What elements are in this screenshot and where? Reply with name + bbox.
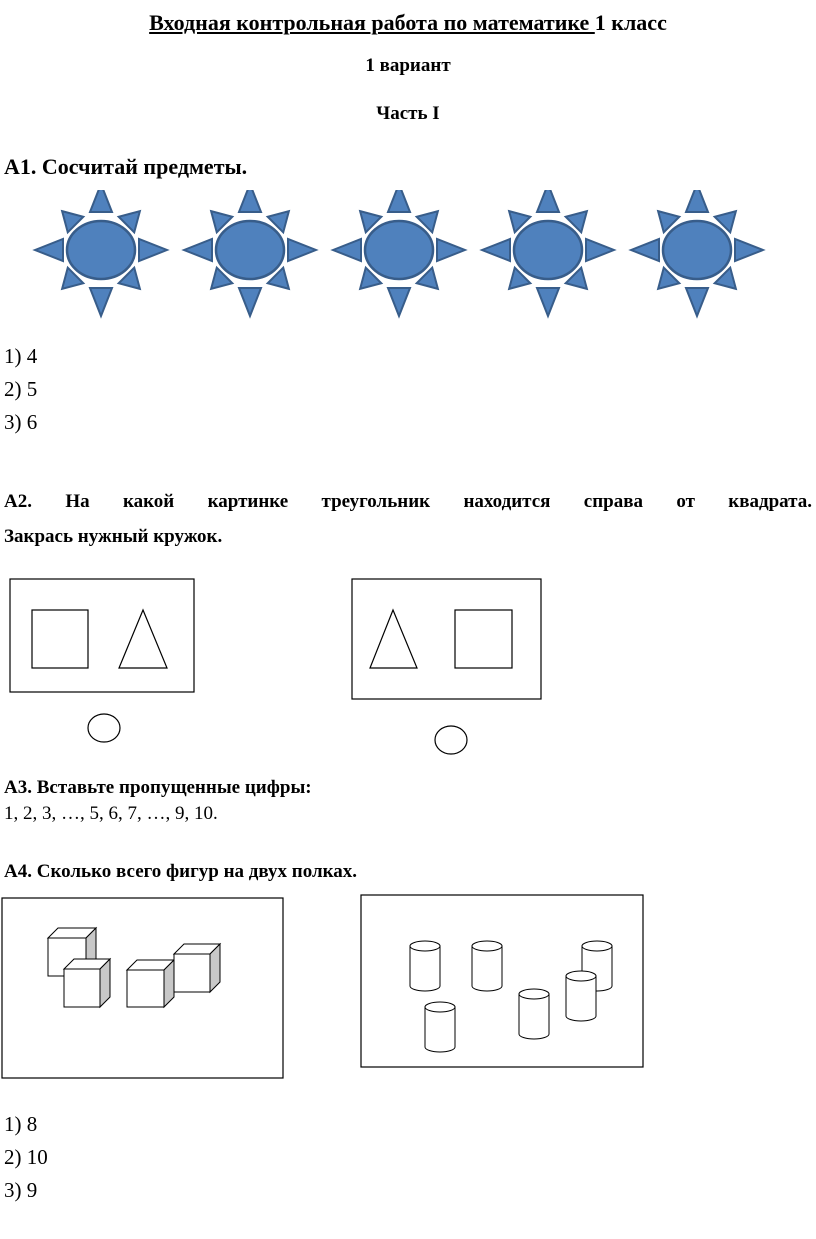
answer-circle-right[interactable] <box>435 726 467 754</box>
sun-ray <box>537 288 559 316</box>
a4-option-3: 3) 9 <box>4 1178 38 1202</box>
sun-disc <box>216 221 284 279</box>
sun-ray <box>631 239 659 261</box>
sun-disc <box>365 221 433 279</box>
sun-ray <box>239 288 261 316</box>
sun-ray <box>437 239 465 261</box>
a4-option-2: 2) 10 <box>4 1145 48 1169</box>
a4-option-1: 1) 8 <box>4 1112 38 1136</box>
sun-disc <box>67 221 135 279</box>
sun-icon <box>184 190 316 316</box>
a1-option-1: 1) 4 <box>4 344 38 368</box>
sun-ray <box>388 190 410 212</box>
cube-shape <box>127 960 174 1007</box>
a1-option-3: 3) 6 <box>4 410 38 434</box>
a3-sequence: 1, 2, 3, …, 5, 6, 7, …, 9, 10. <box>4 803 218 824</box>
cylinder-shape <box>410 941 440 991</box>
cylinder-shape <box>519 989 549 1039</box>
question-a2-line1: А2. На какой картинке треугольник находится справа от квадрата. <box>4 491 812 512</box>
sun-ray <box>482 239 510 261</box>
cube-shape <box>174 944 220 992</box>
sun-ray <box>35 239 63 261</box>
cylinder-shape <box>472 941 502 991</box>
sun-ray <box>139 239 167 261</box>
a2-figures <box>0 570 816 760</box>
shelf-right-cylinders <box>361 895 643 1067</box>
sun-ray <box>686 288 708 316</box>
sun-ray <box>184 239 212 261</box>
cylinder-shape <box>425 1002 455 1052</box>
sun-ray <box>686 190 708 212</box>
square-shape <box>32 610 88 668</box>
sun-ray <box>288 239 316 261</box>
question-a3: А3. Вставьте пропущенные цифры: <box>4 777 312 798</box>
sun-ray <box>735 239 763 261</box>
a2-picture-right <box>352 579 541 699</box>
a2-picture-left <box>10 579 194 692</box>
answer-circle-left[interactable] <box>88 714 120 742</box>
triangle-shape <box>370 610 417 668</box>
page-title <box>0 10 816 36</box>
sun-ray <box>586 239 614 261</box>
sun-disc <box>514 221 582 279</box>
triangle-shape <box>119 610 167 668</box>
sun-icon <box>482 190 614 316</box>
a1-option-2: 2) 5 <box>4 377 38 401</box>
suns-row <box>0 190 816 320</box>
a4-shelves <box>0 890 816 1080</box>
sun-ray <box>333 239 361 261</box>
sun-ray <box>388 288 410 316</box>
part-label: Часть I <box>376 103 440 124</box>
page-title-grade: 1 класс <box>594 10 667 35</box>
sun-ray <box>90 288 112 316</box>
sun-icon <box>35 190 167 316</box>
sun-icon <box>333 190 465 316</box>
question-a2-line2: Закрась нужный кружок. <box>4 526 223 547</box>
sun-ray <box>239 190 261 212</box>
square-shape <box>455 610 512 668</box>
question-a4: А4. Сколько всего фигур на двух полках. <box>4 861 358 882</box>
sun-ray <box>537 190 559 212</box>
cube-shape <box>64 959 110 1007</box>
question-a1: А1. Сосчитай предметы. <box>4 154 248 179</box>
sun-ray <box>90 190 112 212</box>
variant-label: 1 вариант <box>365 55 451 76</box>
page-title-main: Входная контрольная работа по математике <box>149 10 595 35</box>
sun-icon <box>631 190 763 316</box>
shelf-left-cubes <box>2 898 283 1078</box>
cylinder-shape <box>566 971 596 1021</box>
sun-disc <box>663 221 731 279</box>
